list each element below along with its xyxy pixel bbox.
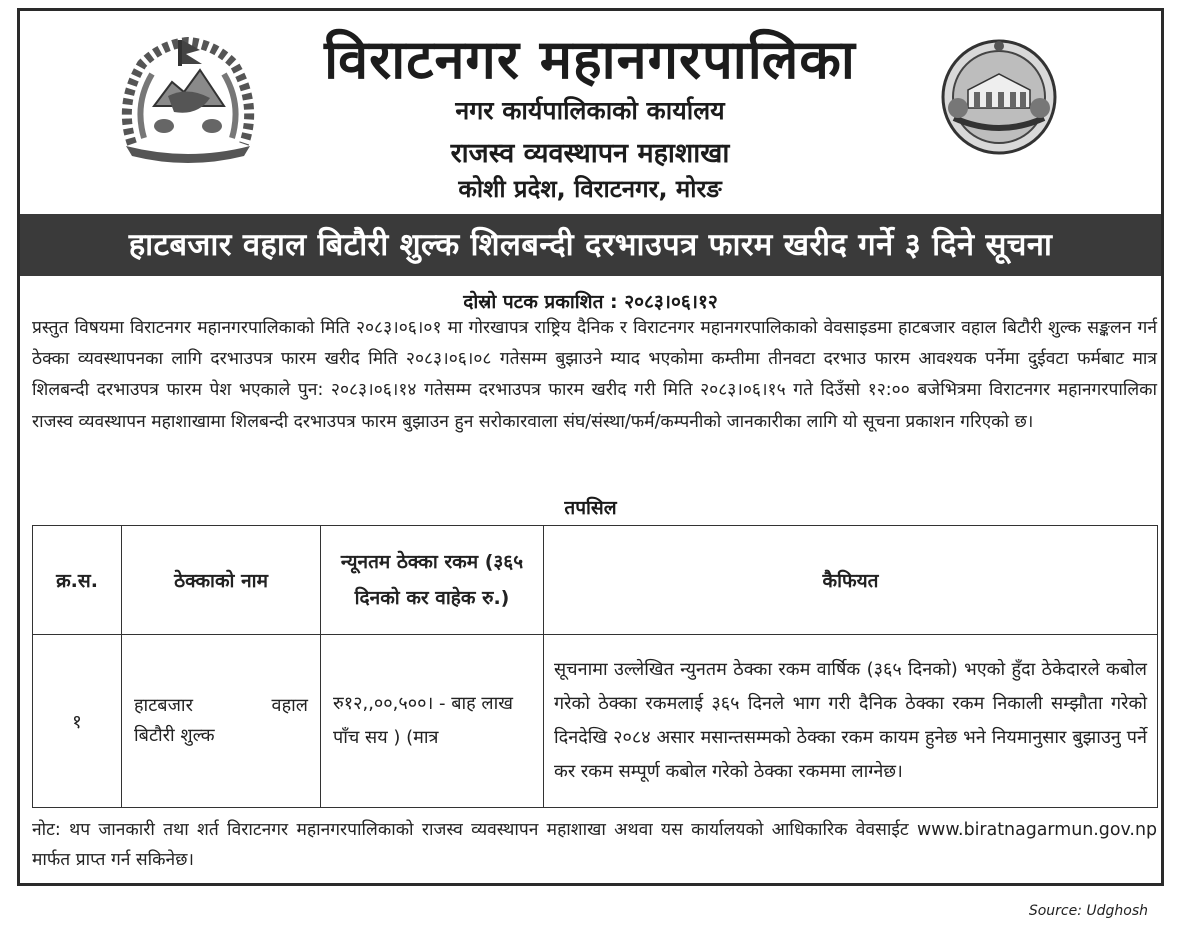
address: कोशी प्रदेश, विराटनगर, मोरङ (458, 175, 722, 203)
row-remarks: सूचनामा उल्लेखित न्युनतम ठेक्का रकम वार्षिक (३६५ दिनको) भएको हुँदा ठेकेदारले कबोल गरेको ठेक्का रकमलाई ३६५ दिनले भाग गरी दैनिक ठेक्का रकम निकाली सम्झौता गरेको दिनदेखि २०८४ असार मसान्तसम्मको ठेक्का रकम कायम हुनेछ भने नियमानुसार बुझाउनु पर्ने कर रकम सम्पूर्ण कबोल गरेको ठेक्का रकममा लाग्नेछ। (544, 635, 1158, 808)
header-contract-name: ठेक्काको नाम (122, 526, 321, 635)
header-min-amount: न्यूनतम ठेक्का रकम (३६५ दिनको कर वाहेक रु.) (321, 526, 544, 635)
org-title: विराटनगर महानगरपालिका (324, 28, 856, 91)
publication-date: दोस्रो पटक प्रकाशित : २०८३।०६।१२ (463, 291, 718, 313)
footer-note: नोट: थप जानकारी तथा शर्त विराटनगर महानगरपालिकाको राजस्व व्यवस्थापन महाशाखा अथवा यस कार्यालयको आधिकारिक वेवसाईट www.biratnagarmun.gov.np मार्फत प्राप्त गर्न सकिनेछ। (32, 820, 1157, 870)
office-name: नगर कार्यपालिकाको कार्यालय (455, 96, 725, 125)
source-credit: Source: Udghosh (1028, 903, 1148, 919)
row-contract-name-line1: हाटबजार वहाल (134, 695, 308, 716)
details-table (32, 525, 1158, 808)
details-heading: तपसिल (564, 497, 617, 519)
row-contract-name (122, 635, 321, 808)
table-row (33, 635, 1158, 808)
nepal-emblem-icon (112, 34, 264, 164)
header-sn: क्र.स. (33, 526, 122, 635)
division-name: राजस्व व्यवस्थापन महाशाखा (450, 138, 730, 169)
biratnagar-municipality-logo-icon (940, 38, 1058, 156)
row-sn: १ (33, 635, 122, 808)
table-header-row (33, 526, 1158, 635)
header-remarks: कैफियत (544, 526, 1158, 635)
row-contract-name-line2: बिटौरी शुल्क (134, 725, 215, 746)
notice-title: हाटबजार वहाल बिटौरी शुल्क शिलबन्दी दरभाउपत्र फारम खरीद गर्ने ३ दिने सूचना (20, 214, 1161, 276)
row-min-amount: रु१२,,००,५००। - बाह लाख पाँच सय ) (मात्र (321, 635, 544, 808)
notice-body: प्रस्तुत विषयमा विराटनगर महानगरपालिकाको मिति २०८३।०६।०१ मा गोरखापत्र राष्ट्रिय दैनिक र विराटनगर महानगरपालिकाको वेवसाइडमा हाटबजार वहाल बिटौरी शुल्क सङ्कलन गर्न ठेक्का व्यवस्थापनका लागि दरभाउपत्र फारम खरीद मिति २०८३।०६।०८ गतेसम्म बुझाउने म्याद भएकोमा कम्तीमा तीनवटा दरभाउ फारम आवश्यक पर्नेमा दुईवटा फर्मबाट मात्र शिलबन्दी दरभाउपत्र फारम पेश भएकाले पुन: २०८३।०६।१४ गतेसम्म दरभाउपत्र फारम खरीद गरी मिति २०८३।०६।१५ गते दिउँसो १२:०० बजेभित्रमा विराटनगर महानगरपालिका राजस्व व्यवस्थापन महाशाखामा शिलबन्दी दरभाउपत्र फारम बुझाउन हुन सरोकारवाला संघ/संस्था/फर्म/कम्पनीको जानकारीका लागि यो सूचना प्रकाशन गरिएको छ। (32, 318, 1157, 432)
